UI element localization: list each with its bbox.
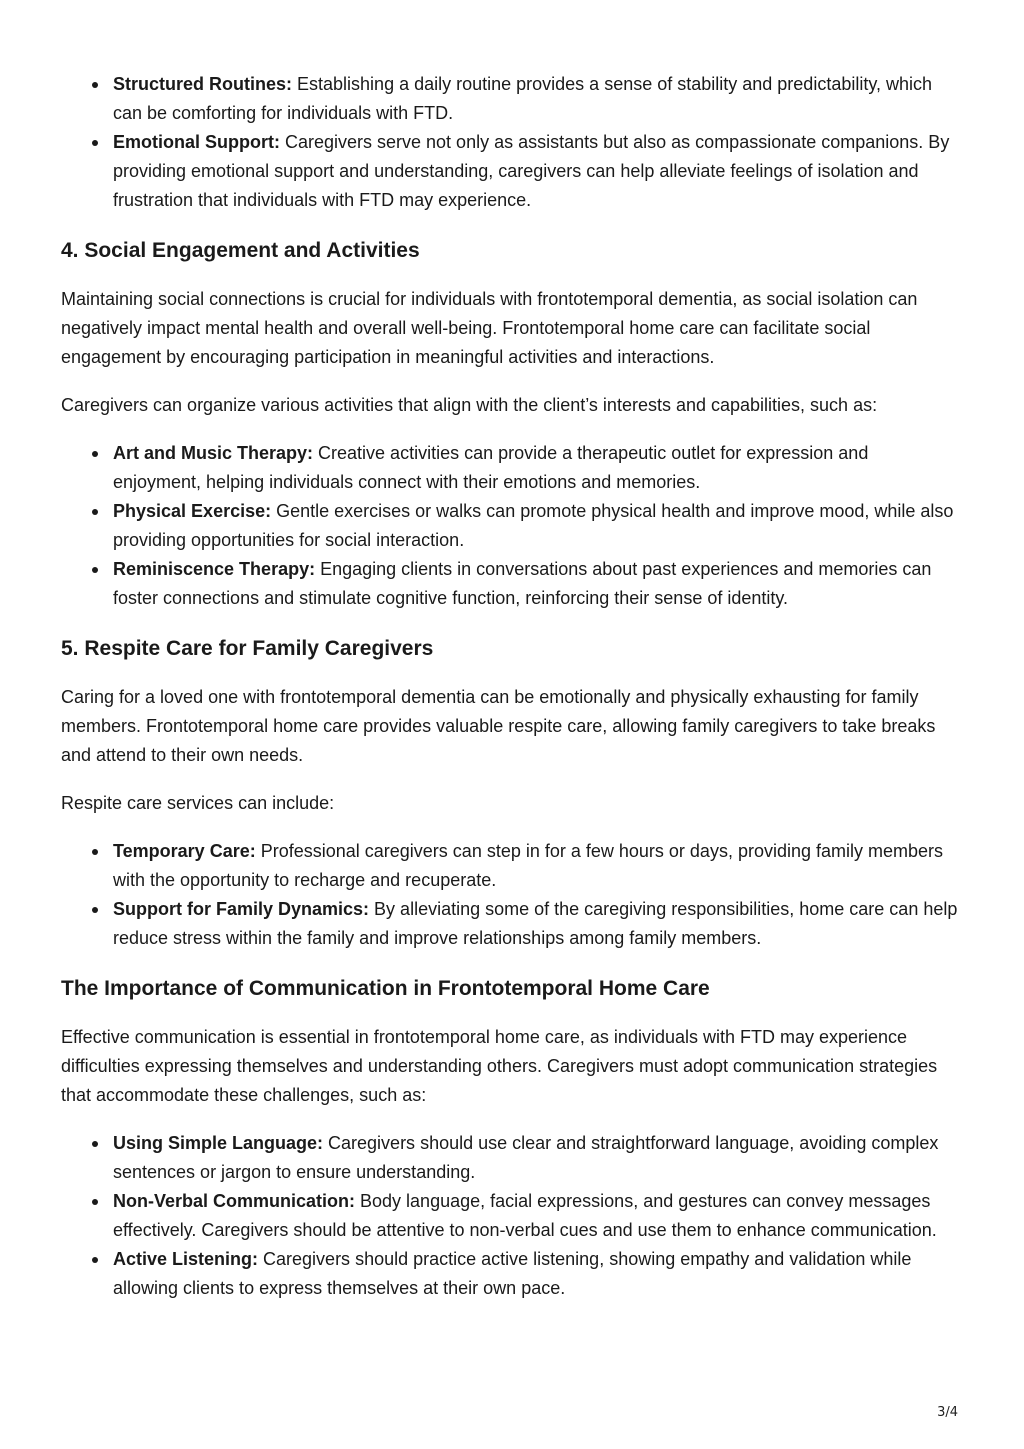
- list-item-text: Body language, facial expressions, and gestures can convey messages effectively. Caregivers should be attentive to non-verbal cues and use them to enhance communication.: [113, 1191, 937, 1240]
- document-page: [61, 70, 961, 1303]
- page-number: 3/4: [937, 1405, 958, 1420]
- list-item: [113, 837, 961, 895]
- section-5-paragraph-2: Respite care services can include:: [61, 793, 335, 813]
- list-item-term: Using Simple Language:: [113, 1133, 324, 1153]
- list-item: [113, 128, 961, 215]
- communication-heading: The Importance of Communication in Frontotemporal Home Care: [61, 977, 710, 1000]
- list-item-text: Caregivers should practice active listening, showing empathy and validation while allowing clients to express themselves at their own pace.: [113, 1249, 912, 1298]
- list-item: [113, 895, 961, 953]
- list-item: [113, 555, 961, 613]
- list-item-text: Gentle exercises or walks can promote physical health and improve mood, while also providing opportunities for social interaction.: [113, 501, 954, 550]
- list-item-term: Reminiscence Therapy:: [113, 559, 316, 579]
- list-item: [113, 1187, 961, 1245]
- list-item: [113, 1129, 961, 1187]
- list-item: [113, 70, 961, 128]
- list-item-term: Temporary Care:: [113, 841, 256, 861]
- list-item: [113, 1245, 961, 1303]
- communication-list: [61, 1129, 961, 1303]
- section-4-paragraph-1: Maintaining social connections is crucial for individuals with frontotemporal dementia, as social isolation can negatively impact mental health and overall well-being. Frontotemporal home care can facilitate social engagement by encouraging participation in meaningful activities and interactions.: [61, 289, 918, 367]
- list-item-text: Establishing a daily routine provides a sense of stability and predictability, which can be comforting for individuals with FTD.: [113, 74, 933, 123]
- section-5-heading: 5. Respite Care for Family Caregivers: [61, 637, 434, 660]
- list-item-text: Caregivers should use clear and straightforward language, avoiding complex sentences or jargon to ensure understanding.: [113, 1133, 939, 1182]
- section-4-paragraph-2: Caregivers can organize various activities that align with the client’s interests and capabilities, such as:: [61, 395, 878, 415]
- list-item: [113, 439, 961, 497]
- section-5-list: [61, 837, 961, 953]
- list-item-text: Engaging clients in conversations about past experiences and memories can foster connections and stimulate cognitive function, reinforcing their sense of identity.: [113, 559, 932, 608]
- list-item-text: Professional caregivers can step in for a few hours or days, providing family members with the opportunity to recharge and recuperate.: [113, 841, 944, 890]
- section-4-heading: 4. Social Engagement and Activities: [61, 239, 420, 262]
- list-item-text: By alleviating some of the caregiving responsibilities, home care can help reduce stress within the family and improve relationships among family members.: [113, 899, 958, 948]
- section-4-list: [61, 439, 961, 613]
- list-item: [113, 497, 961, 555]
- communication-paragraph-1: Effective communication is essential in frontotemporal home care, as individuals with FTD may experience difficulties expressing themselves and understanding others. Caregivers must adopt communication strategies that accommodate these challenges, such as:: [61, 1027, 938, 1105]
- list-item-term: Support for Family Dynamics:: [113, 899, 370, 919]
- list-item-term: Non-Verbal Communication:: [113, 1191, 356, 1211]
- list-item-term: Emotional Support:: [113, 132, 280, 152]
- list-item-term: Art and Music Therapy:: [113, 443, 314, 463]
- list-item-term: Active Listening:: [113, 1249, 259, 1269]
- list-top: [61, 70, 961, 215]
- list-item-text: Caregivers serve not only as assistants but also as compassionate companions. By providing emotional support and understanding, caregivers can help alleviate feelings of isolation and frustration that individuals with FTD may experience.: [113, 132, 950, 210]
- list-item-term: Physical Exercise:: [113, 501, 272, 521]
- list-item-term: Structured Routines:: [113, 74, 293, 94]
- list-item-text: Creative activities can provide a therapeutic outlet for expression and enjoyment, helping individuals connect with their emotions and memories.: [113, 443, 869, 492]
- section-5-paragraph-1: Caring for a loved one with frontotemporal dementia can be emotionally and physically exhausting for family members. Frontotemporal home care provides valuable respite care, allowing family caregivers to take breaks and attend to their own needs.: [61, 687, 936, 765]
